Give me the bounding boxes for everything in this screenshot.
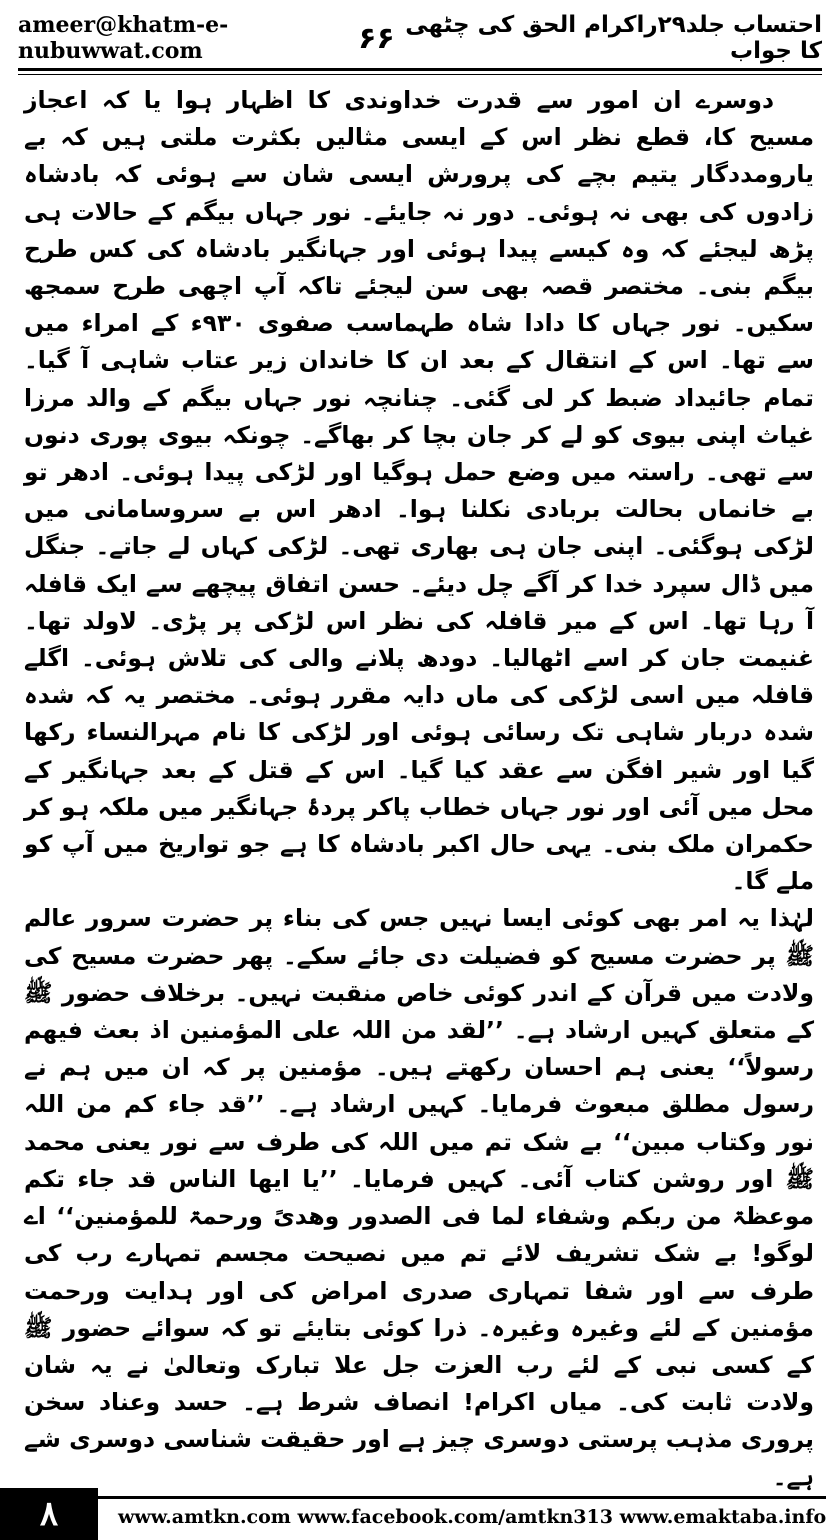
paragraph: لہٰذا یہ امر بھی کوئی ایسا نہیں جس کی بناء پر حضرت سرور عالم ﷺ پر حضرت مسیح کو فضیلت دی جائے سکے۔ پھر حضرت مسیح کی ولادت میں قرآن کے اندر کوئی خاص منقبت نہیں۔ برخلاف حضور ﷺ کے متعلق کہیں ارشاد ہے۔ ’’لقد من اللہ علی المؤمنین اذ بعث فیھم رسولاً‘‘ یعنی ہم احسان رکھتے ہیں۔ مؤمنین پر کہ ان میں ہم نے رسول مطلق مبعوث فرمایا۔ کہیں ارشاد ہے۔ ’’قد جاء کم من اللہ نور وکتاب مبین‘‘ بے شک تم میں اللہ کی طرف سے نور یعنی محمد ﷺ اور روشن کتاب آئی۔ کہیں فرمایا۔ ’’یا ایھا الناس قد جاء تکم موعظۃ من ربکم وشفاء لما فی الصدور وھدیً ورحمۃ للمؤمنین‘‘ اے لوگو! بے شک تشریف لائے تم میں نصیحت مجسم تمہارے رب کی طرف سے اور شفا تمہاری صدری امراض کی اور ہدایت ورحمت مؤمنین کے لئے وغیرہ وغیرہ۔ ذرا کوئی بتایئے تو کہ سوائے حضور ﷺ کے کسی نبی کے لئے رب العزت جل علا تبارک وتعالیٰ نے یہ شان ولادت ثابت کی۔ میاں اکرام! انصاف شرط ہے۔ حسد وعناد سخن پروری مذہب پرستی دوسری چیز ہے اور حقیقت شناسی دوسری شے ہے۔ xyxy=(24,904,814,1491)
paragraph: دوسرے ان امور سے قدرت خداوندی کا اظہار ہوا یا کہ اعجاز مسیح کا، قطع نظر اس کے ایسی مثالیں بکثرت ملتی ہیں کہ بے یارومددگار یتیم بچے کی پرورش ایسی شان سے ہوئی کہ بادشاہ زادوں کی بھی نہ ہوئی۔ دور نہ جایئے۔ نور جہاں بیگم کے حالات ہی پڑھ لیجئے کہ وہ کیسے پیدا ہوئی اور جہانگیر بادشاہ کی کس طرح بیگم بنی۔ مختصر قصہ بھی سن لیجئے تاکہ آپ اچھی طرح سمجھ سکیں۔ نور جہاں کا دادا شاہ طہماسب صفوی ۹۳۰ء کے امراء میں سے تھا۔ اس کے انتقال کے بعد ان کا خاندان زیر عتاب شاہی آ گیا۔ تمام جائیداد ضبط کر لی گئی۔ چنانچہ نور جہاں بیگم کے والد مرزا غیاث اپنی بیوی کو لے کر جان بچا کر بھاگے۔ چونکہ بیوی پوری دنوں سے تھی۔ راستہ میں وضع حمل ہوگیا اور لڑکی پیدا ہوئی۔ ادھر تو بے خانماں بحالت بربادی نکلنا ہوا۔ ادھر اس بے سروسامانی میں لڑکی ہوگئی۔ اپنی جان ہی بھاری تھی۔ لڑکی کہاں لے جاتے۔ جنگل میں ڈال سپرد خدا کر آگے چل دیئے۔ حسن اتفاق پیچھے سے ایک قافلہ آ رہا تھا۔ اس کے میر قافلہ کی نظر اس لڑکی پر پڑی۔ لاولد تھا۔ غنیمت جان کر اسے اٹھالیا۔ دودھ پلانے والی کی تلاش ہوئی۔ اگلے قافلہ میں اسی لڑکی کی ماں دایہ مقرر ہوئی۔ مختصر یہ کہ شدہ شدہ دربار شاہی تک رسائی ہوئی اور لڑکی کا نام مہرالنساء رکھا گیا اور شیر افگن سے عقد کیا گیا۔ اس کے قتل کے بعد جہانگیر کے محل میں آئی اور نور جہاں خطاب پاکر پردۂ جہانگیر میں ملکہ ہو کر حکمران ملک بنی۔ یہی حال اکبر بادشاہ کا ہے جو تواریخ میں آپ کو ملے گا۔ xyxy=(24,86,815,896)
running-title: احتساب جلد۲۹راکرام الحق کی چٹھی کا جواب xyxy=(405,12,822,64)
page-number: ۶۶ xyxy=(358,20,395,56)
page-header xyxy=(18,14,822,62)
header-left-group xyxy=(18,12,395,64)
header-email: ameer@khatm-e-nubuwwat.com xyxy=(18,12,229,64)
body-text xyxy=(24,82,815,1491)
footer-rule xyxy=(98,1496,826,1499)
footer-page-marker: ۸ xyxy=(0,1488,98,1540)
header-rule xyxy=(18,68,822,75)
footer-links: www.amtkn.com www.facebook.com/amtkn313 www.emaktaba.info xyxy=(118,1506,827,1528)
